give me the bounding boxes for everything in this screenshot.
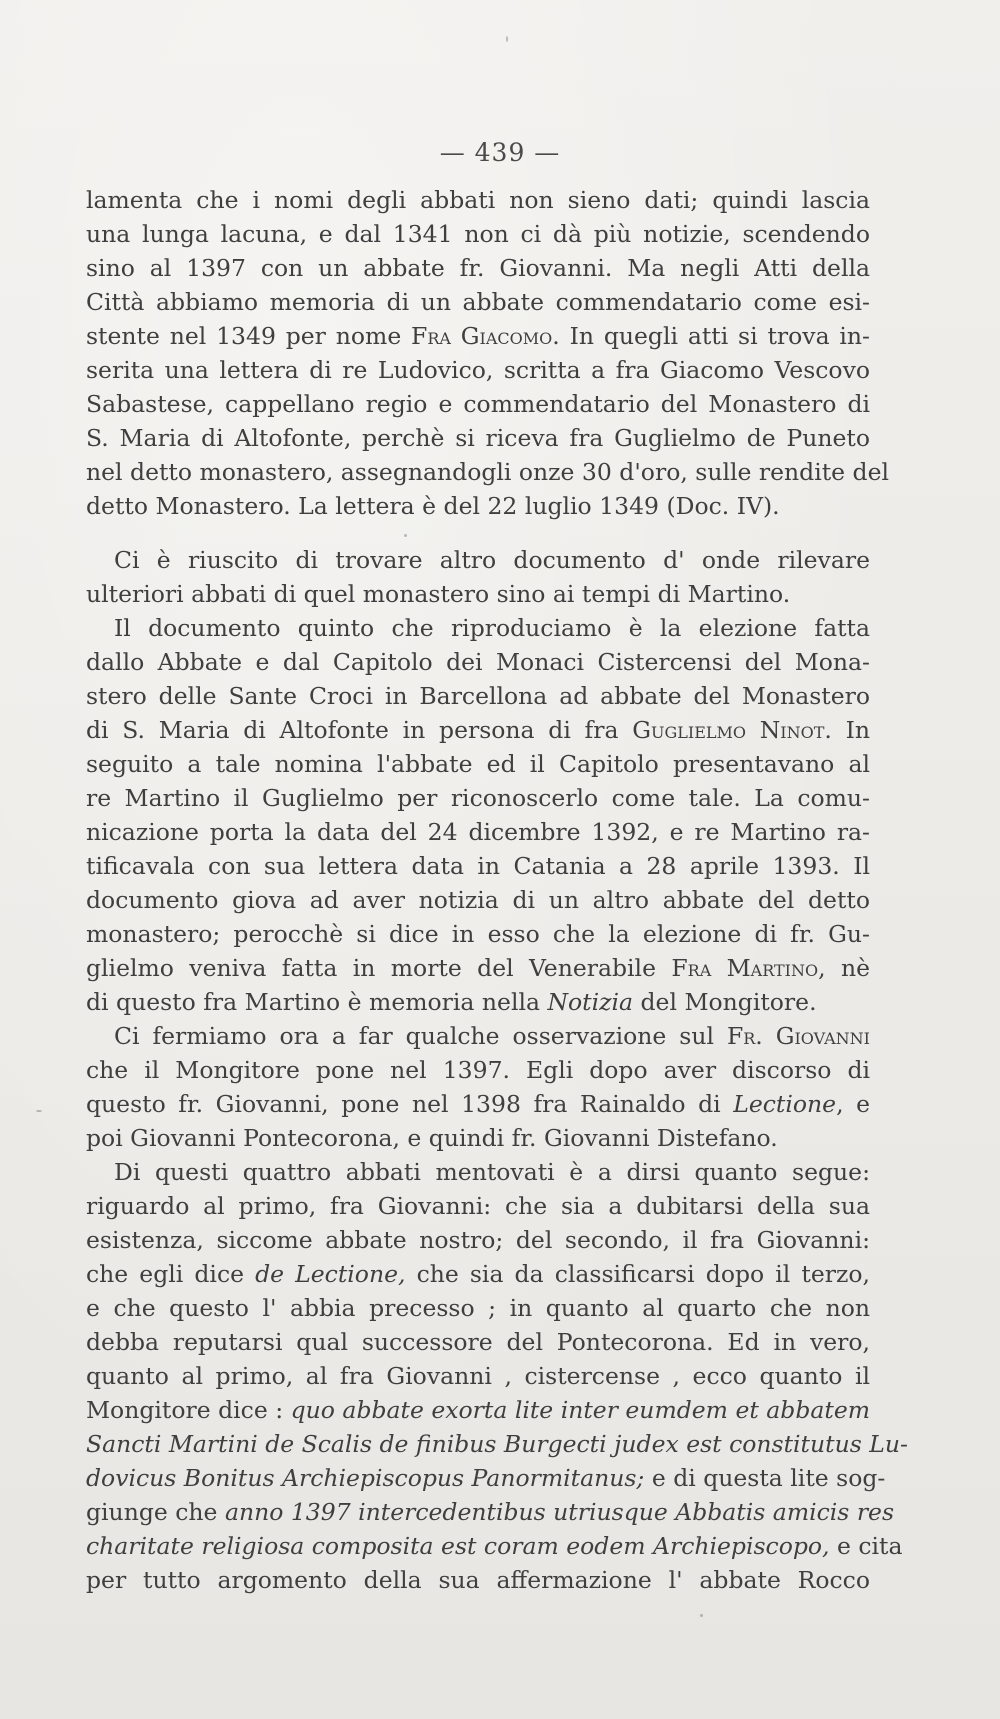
text-segment: dallo Abbate e dal Capitolo dei Monaci Cistercensi del Mona- — [86, 648, 870, 676]
text-line — [86, 815, 870, 849]
text-segment: , nè — [818, 954, 870, 982]
text-segment: seguito a tale nomina l'abbate ed il Capitolo presentavano al — [86, 750, 870, 778]
small-caps-name: Guglielmo Ninot — [632, 716, 825, 744]
text-line — [86, 543, 870, 577]
text-line — [86, 1121, 870, 1155]
italic-text: Notizia — [547, 988, 634, 1016]
text-line — [86, 985, 870, 1019]
text-line — [86, 849, 870, 883]
text-line — [86, 1189, 870, 1223]
text-segment: ulteriori abbati di quel monastero sino ai tempi di Martino. — [86, 580, 791, 608]
paper-speck — [36, 1110, 42, 1112]
text-line — [86, 251, 870, 285]
text-line — [86, 781, 870, 815]
text-segment: riguardo al primo, fra Giovanni: che sia a dubitarsi della sua — [86, 1192, 870, 1220]
text-segment: Sabastese, cappellano regio e commendatario del Monastero di — [86, 390, 870, 418]
text-line — [86, 489, 870, 523]
text-segment: . In quegli atti si trova in- — [552, 322, 870, 350]
text-segment: poi Giovanni Pontecorona, e quindi fr. Giovanni Distefano. — [86, 1124, 778, 1152]
text-segment: per tutto argomento della sua affermazione l' abbate Rocco — [86, 1566, 870, 1594]
italic-text: quo abbate exorta lite inter eumdem et abbatem — [290, 1396, 871, 1424]
text-line — [86, 611, 870, 645]
text-line — [86, 883, 870, 917]
paper-speck — [700, 1614, 703, 1617]
text-line — [86, 1495, 895, 1529]
body-text — [86, 183, 908, 1597]
small-caps-name: Fra Giacomo — [411, 322, 553, 350]
text-segment: tificavala con sua lettera data in Catania a 28 aprile 1393. Il — [86, 852, 870, 880]
text-segment: esistenza, siccome abbate nostro; del secondo, il fra Giovanni: — [86, 1226, 870, 1254]
text-segment: stente nel 1349 per nome — [86, 322, 412, 350]
text-line — [86, 1053, 870, 1087]
text-segment: quanto al primo, al fra Giovanni , cistercense , ecco quanto il — [86, 1362, 870, 1390]
text-line — [86, 1359, 870, 1393]
italic-text: anno 1397 intercedentibus utriusque Abbatis amicis res — [224, 1498, 895, 1526]
text-segment: , e — [836, 1090, 870, 1118]
text-segment: documento giova ad aver notizia di un altro abbate del detto — [86, 886, 870, 914]
text-line — [86, 1257, 870, 1291]
text-segment: Città abbiamo memoria di un abbate commendatario come esi- — [86, 288, 870, 316]
text-segment: . In — [824, 716, 871, 744]
text-segment: nicazione porta la data del 24 dicembre 1392, e re Martino ra- — [86, 818, 870, 846]
text-line — [86, 353, 870, 387]
text-line — [86, 1563, 870, 1597]
text-segment: stero delle Sante Croci in Barcellona ad abbate del Monastero — [86, 682, 870, 710]
text-line — [86, 455, 890, 489]
text-line — [86, 747, 870, 781]
text-segment: che sia da classificarsi dopo il terzo, — [405, 1260, 870, 1288]
text-segment: Mongitore dice : — [86, 1396, 291, 1424]
text-segment: serita una lettera di re Ludovico, scritta a fra Giacomo Vescovo — [86, 356, 870, 384]
text-segment: del Mongitore. — [633, 988, 817, 1016]
text-line — [86, 1019, 870, 1053]
text-line — [86, 1529, 903, 1563]
text-segment: che egli dice — [86, 1260, 256, 1288]
text-line — [86, 387, 870, 421]
italic-text: Lectione — [733, 1090, 837, 1118]
text-segment: e di questa lite sog- — [644, 1464, 886, 1492]
text-segment: una lunga lacuna, e dal 1341 non ci dà più notizie, scendendo — [86, 220, 870, 248]
text-line — [86, 713, 870, 747]
text-line — [86, 1461, 886, 1495]
text-segment: questo fr. Giovanni, pone nel 1398 fra Rainaldo di — [86, 1090, 734, 1118]
text-line — [86, 951, 870, 985]
text-line — [86, 1087, 870, 1121]
text-segment: Di questi quattro abbati mentovati è a dirsi quanto segue: — [114, 1158, 870, 1186]
text-line — [86, 1291, 870, 1325]
text-line — [86, 183, 870, 217]
text-segment: e che questo l' abbia precesso ; in quanto al quarto che non — [86, 1294, 870, 1322]
italic-text: dovicus Bonitus Archiepiscopus Panormitanus; — [86, 1464, 645, 1492]
text-line — [86, 577, 870, 611]
text-segment: di S. Maria di Altofonte in persona di fra — [86, 716, 633, 744]
text-segment: e cita — [829, 1532, 903, 1560]
text-line — [86, 1223, 870, 1257]
text-line — [86, 1325, 870, 1359]
text-segment: nel detto monastero, assegnandogli onze 30 d'oro, sulle rendite del — [86, 458, 890, 486]
text-line — [86, 421, 870, 455]
small-caps-name: Fr. Giovanni — [726, 1022, 870, 1050]
text-segment: che il Mongitore pone nel 1397. Egli dopo aver discorso di — [86, 1056, 870, 1084]
text-segment: lamenta che i nomi degli abbati non sieno dati; quindi lascia — [86, 186, 870, 214]
text-line — [86, 645, 870, 679]
text-segment: monastero; perocchè si dice in esso che la elezione di fr. Gu- — [86, 920, 870, 948]
paper-speck — [404, 534, 407, 537]
text-segment: Il documento quinto che riproduciamo è la elezione fatta — [114, 614, 870, 642]
page-number: — 439 — — [439, 138, 561, 167]
text-segment: giunge che — [86, 1498, 225, 1526]
text-line — [86, 1393, 870, 1427]
italic-text: Sancti Martini de Scalis de finibus Burgecti judex est constitutus Lu- — [86, 1430, 908, 1458]
text-segment: re Martino il Guglielmo per riconoscerlo come tale. La comu- — [86, 784, 870, 812]
paper-speck — [506, 36, 508, 42]
text-segment: Ci è riuscito di trovare altro documento d' onde rilevare — [114, 546, 870, 574]
text-segment: detto Monastero. La lettera è del 22 luglio 1349 (Doc. IV). — [86, 492, 780, 520]
text-line — [86, 217, 870, 251]
text-line — [86, 319, 870, 353]
text-segment: glielmo veniva fatta in morte del Venerabile — [86, 954, 672, 982]
text-segment: S. Maria di Altofonte, perchè si riceva fra Guglielmo de Puneto — [86, 424, 870, 452]
text-line — [86, 1155, 870, 1189]
text-segment: sino al 1397 con un abbate fr. Giovanni. Ma negli Atti della — [86, 254, 870, 282]
text-segment: debba reputarsi qual successore del Pontecorona. Ed in vero, — [86, 1328, 870, 1356]
text-line — [86, 679, 870, 713]
italic-text: charitate religiosa composita est coram eodem Archiepiscopo, — [86, 1532, 830, 1560]
text-line — [86, 1427, 908, 1461]
text-line — [86, 917, 870, 951]
text-segment: di questo fra Martino è memoria nella — [86, 988, 548, 1016]
small-caps-name: Fra Martino — [671, 954, 819, 982]
text-segment: Ci fermiamo ora a far qualche osservazione sul — [114, 1022, 727, 1050]
text-line — [86, 285, 870, 319]
italic-text: de Lectione, — [255, 1260, 406, 1288]
